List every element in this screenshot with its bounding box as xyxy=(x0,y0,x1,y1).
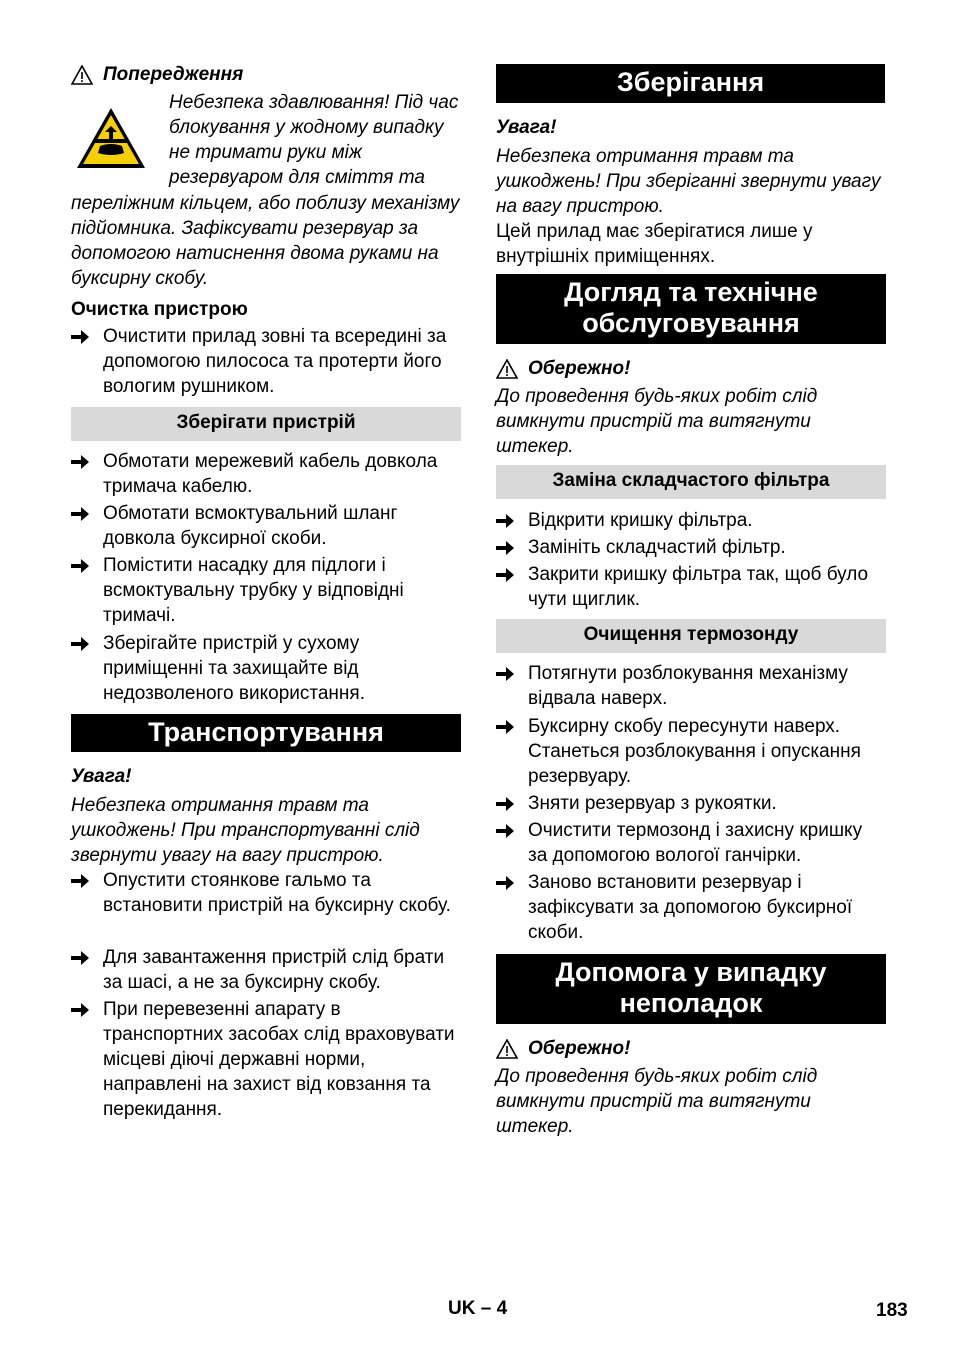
list-item: Відкрити кришку фільтра. xyxy=(496,508,886,535)
attention-label: Увага! xyxy=(71,766,132,787)
storage-warning-text: Небезпека отримання травм та ушкоджень! При зберіганні звернути увагу на вагу пристрою. xyxy=(496,146,881,217)
list-item: Заново встановити резервуар і зафіксувати за допомогою буксирної скоби. xyxy=(496,870,886,945)
list-item: Обмотати мережевий кабель довкола тримача кабелю. xyxy=(71,449,461,499)
cleaning-title: Очистка пристрою xyxy=(71,299,248,320)
arrow-right-icon xyxy=(71,324,103,399)
list-item: Очистити прилад зовні та всередині за допомогою пилососа та протерти його вологим рушником. xyxy=(71,324,461,399)
arrow-right-icon xyxy=(496,508,528,535)
arrow-right-icon xyxy=(496,714,528,789)
arrow-right-icon xyxy=(496,562,528,612)
storage-text: Цей прилад має зберігатися лише у внутрішніх приміщеннях. xyxy=(496,221,813,267)
warning-triangle-icon xyxy=(496,359,518,379)
warning-title: Попередження xyxy=(103,64,244,85)
crush-hazard-sign-icon xyxy=(75,106,147,170)
list-item: Опустити стоянкове гальмо та встановити пристрій на буксирну скобу. xyxy=(71,868,461,918)
list-item: Зберігайте пристрій у сухому приміщенні та захищайте від недозволеного використання. xyxy=(71,631,461,706)
arrow-right-icon xyxy=(71,997,103,1122)
caution-title: Обережно! xyxy=(528,1038,631,1059)
transport-warning-text: Небезпека отримання травм та ушкоджень! При транспортуванні слід звернути увагу на вагу пристрою. xyxy=(71,795,420,866)
list-item: Замініть складчастий фільтр. xyxy=(496,535,886,562)
arrow-right-icon xyxy=(71,501,103,551)
footer-section-label: UK – 4 xyxy=(448,1298,508,1319)
warning-triangle-icon xyxy=(496,1039,518,1059)
list-item: Обмотати всмоктувальний шланг довкола буксирної скоби. xyxy=(71,501,461,551)
arrow-right-icon xyxy=(71,631,103,706)
caution-header xyxy=(496,356,630,381)
heading-care: Догляд та технічне обслуговування xyxy=(496,274,886,344)
list-item: Помістити насадку для підлоги і всмоктувальну трубку у відповідні тримачі. xyxy=(71,553,461,628)
arrow-right-icon xyxy=(71,945,103,995)
care-caution-text: До проведення будь-яких робіт слід вимкнути пристрій та витягнути штекер. xyxy=(496,386,818,457)
trouble-caution-text: До проведення будь-яких робіт слід вимкнути пристрій та витягнути штекер. xyxy=(496,1066,818,1137)
heading-storage: Зберігання xyxy=(496,64,885,103)
caution-title: Обережно! xyxy=(528,358,631,379)
list-item: Очистити термозонд і захисну кришку за допомогою вологої ганчірки. xyxy=(496,818,886,868)
list-item: Для завантаження пристрій слід брати за шасі, а не за буксирну скобу. xyxy=(71,945,461,995)
arrow-right-icon xyxy=(496,791,528,818)
heading-transport: Транспортування xyxy=(71,714,461,752)
warning-text-full: переліжним кільцем, або поблизу механізму підйомника. Зафіксувати резервуар за допомогою натиснення двома руками на буксирну скобу. xyxy=(71,193,460,289)
subheading-filter: Заміна складчастого фільтра xyxy=(496,465,886,499)
arrow-right-icon xyxy=(71,449,103,499)
page-number: 183 xyxy=(876,1300,908,1321)
arrow-right-icon xyxy=(496,818,528,868)
arrow-right-icon xyxy=(71,553,103,628)
heading-troubleshooting: Допомога у випадку неполадок xyxy=(496,954,886,1024)
list-item: Буксирну скобу пересунути наверх. Станеться розблокування і опускання резервуару. xyxy=(496,714,886,789)
warning-text-indented: Небезпека здавлювання! Під час блокування у жодному випадку не тримати руки між резервуаром для сміття та xyxy=(169,92,459,188)
caution-header xyxy=(496,1036,630,1061)
attention-label: Увага! xyxy=(496,117,557,138)
subheading-store-device: Зберігати пристрій xyxy=(71,407,461,441)
arrow-right-icon xyxy=(496,870,528,945)
arrow-right-icon xyxy=(496,661,528,711)
list-item: При перевезенні апарату в транспортних засобах слід враховувати місцеві діючі державні норми, направлені на захист від ковзання та перекидання. xyxy=(71,997,461,1122)
subheading-thermo: Очищення термозонду xyxy=(496,619,886,653)
arrow-right-icon xyxy=(496,535,528,562)
warning-triangle-icon xyxy=(71,65,93,85)
list-item: Зняти резервуар з рукоятки. xyxy=(496,791,886,818)
warning-header-1 xyxy=(71,62,243,87)
list-item: Закрити кришку фільтра так, щоб було чути щиглик. xyxy=(496,562,886,612)
list-item: Потягнути розблокування механізму відвала наверх. xyxy=(496,661,886,711)
arrow-right-icon xyxy=(71,868,103,918)
